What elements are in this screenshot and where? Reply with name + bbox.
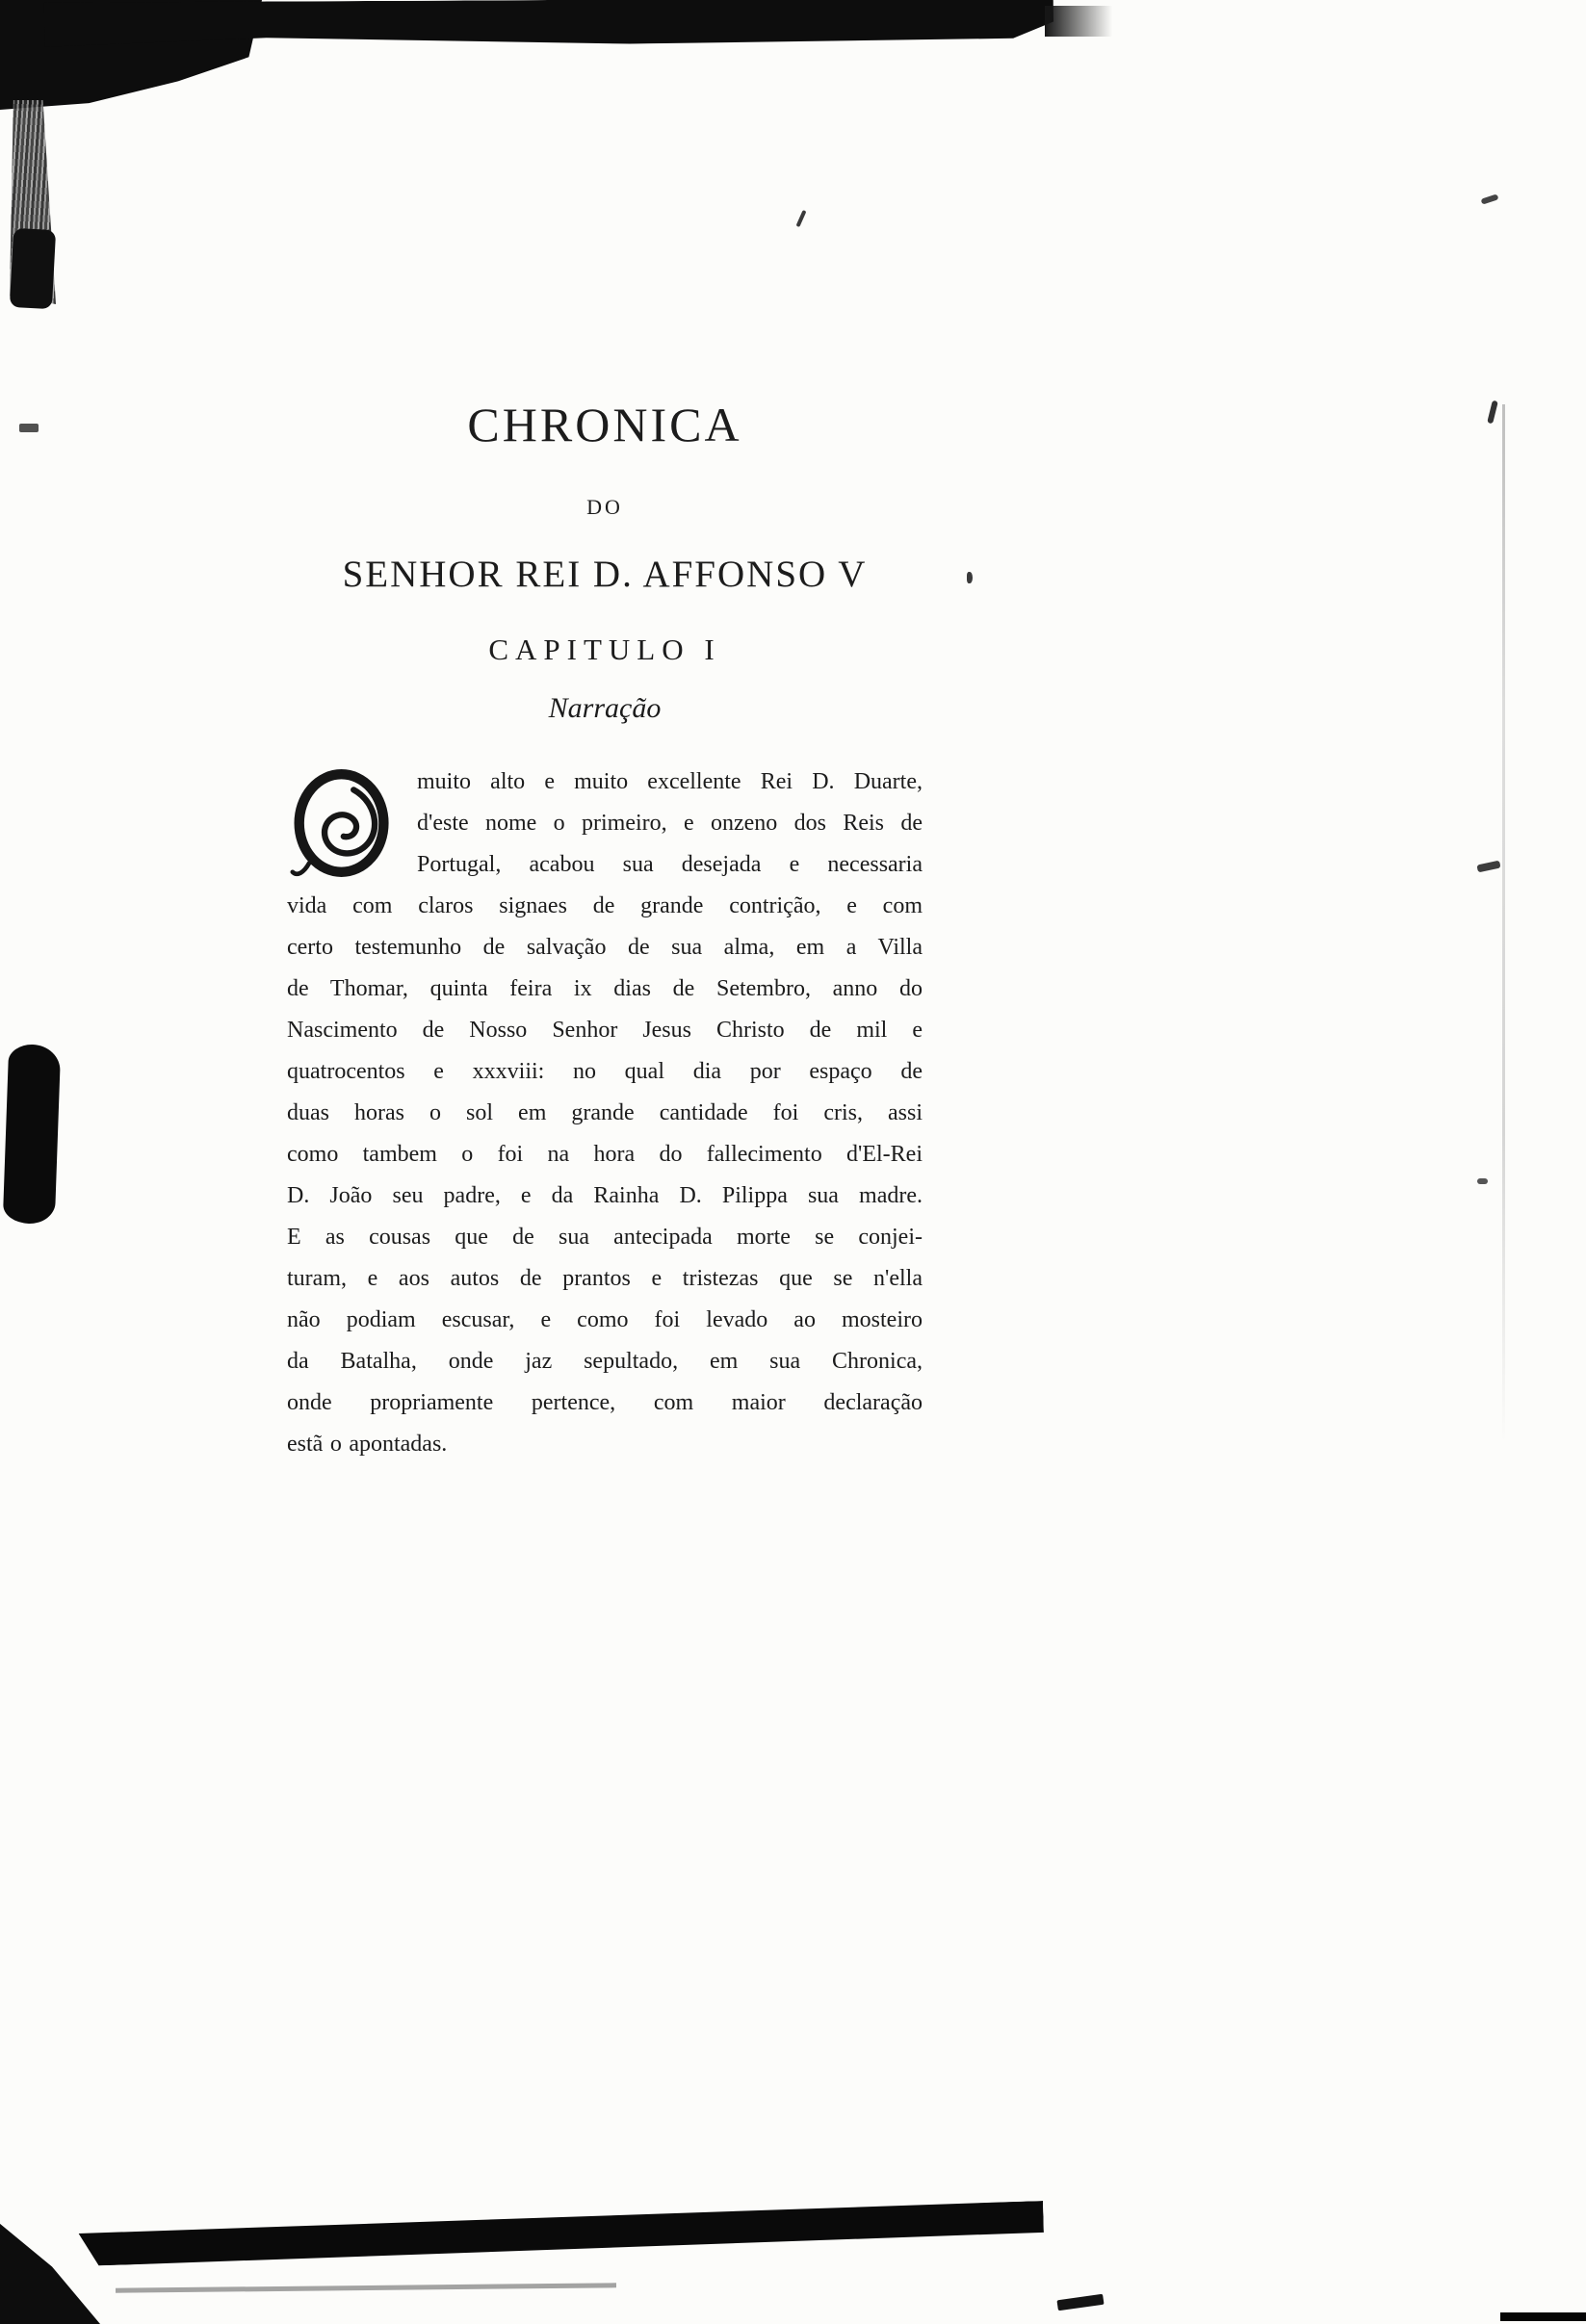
king-title: SENHOR REI D. AFFONSO V: [342, 554, 868, 595]
scan-artifact-top-bar: [44, 0, 1053, 47]
section-heading: Narração: [548, 692, 662, 724]
body-line: certo testemunho de salvação de sua alma, em a Villa: [287, 935, 923, 960]
title-connector: DO: [586, 495, 623, 519]
scan-artifact-center-tick: [796, 210, 807, 227]
body-line: muito alto e muito excellente Rei D. Duarte,: [417, 769, 923, 794]
body-line: estã o apontadas.: [287, 1432, 448, 1457]
scan-artifact-bottom-tick: [1056, 2294, 1104, 2311]
body-line: Nascimento de Nosso Senhor Jesus Christo de mil e: [287, 1018, 923, 1043]
body-line: vida com claros signaes de grande contrição, e com: [287, 893, 923, 918]
body-line: Portugal, acabou sua desejada e necessaria: [417, 852, 923, 877]
scan-artifact-right-mark-3: [1477, 1178, 1488, 1184]
drop-cap-initial-O: [287, 765, 403, 881]
body-line: onde propriamente pertence, com maior declaração: [287, 1390, 923, 1415]
scan-artifact-bottom-bar: [78, 2201, 1044, 2266]
body-line: não podiam escusar, e como foi levado ao mosteiro: [287, 1307, 923, 1332]
text-column: [287, 397, 923, 1465]
body-line: d'este nome o primeiro, e onzeno dos Reis de: [417, 811, 923, 836]
scan-artifact-bottom-left-wedge: [0, 2205, 100, 2324]
scan-artifact-left-blob-big: [3, 1044, 61, 1225]
scan-artifact-left-blob-small: [10, 228, 56, 309]
scan-artifact-right-mark-1: [1487, 400, 1498, 425]
scan-artifact-top-bar-fade: [1045, 6, 1112, 37]
body-line: E as cousas que de sua antecipada morte se conjei-: [287, 1225, 923, 1250]
body-line: turam, e aos autos de prantos e tristezas que se n'ella: [287, 1266, 923, 1291]
body-line: quatrocentos e xxxviii: no qual dia por espaço de: [287, 1059, 923, 1084]
scan-artifact-right-tilde: [1481, 194, 1499, 204]
scan-artifact-right-fold-line: [1502, 404, 1505, 1444]
book-title: CHRONICA: [467, 398, 742, 452]
scan-artifact-bottom-echo-line: [116, 2283, 616, 2292]
body-line: da Batalha, onde jaz sepultado, em sua Chronica,: [287, 1349, 923, 1374]
chapter-heading: CAPITULO I: [488, 633, 721, 666]
body-text: [287, 762, 923, 1465]
scan-artifact-right-mark-2: [1476, 861, 1500, 873]
body-line: como tambem o foi na hora do fallecimento d'El-Rei: [287, 1142, 923, 1167]
scan-artifact-bottom-right-bar: [1500, 2312, 1586, 2321]
body-line: duas horas o sol em grande cantidade foi cris, assi: [287, 1100, 923, 1125]
body-line: D. João seu padre, e da Rainha D. Pilippa sua madre.: [287, 1183, 923, 1208]
body-line: de Thomar, quinta feira ix dias de Setembro, anno do: [287, 976, 923, 1001]
scan-artifact-comma-speck: [967, 572, 973, 583]
scan-artifact-left-dash: [19, 424, 39, 432]
